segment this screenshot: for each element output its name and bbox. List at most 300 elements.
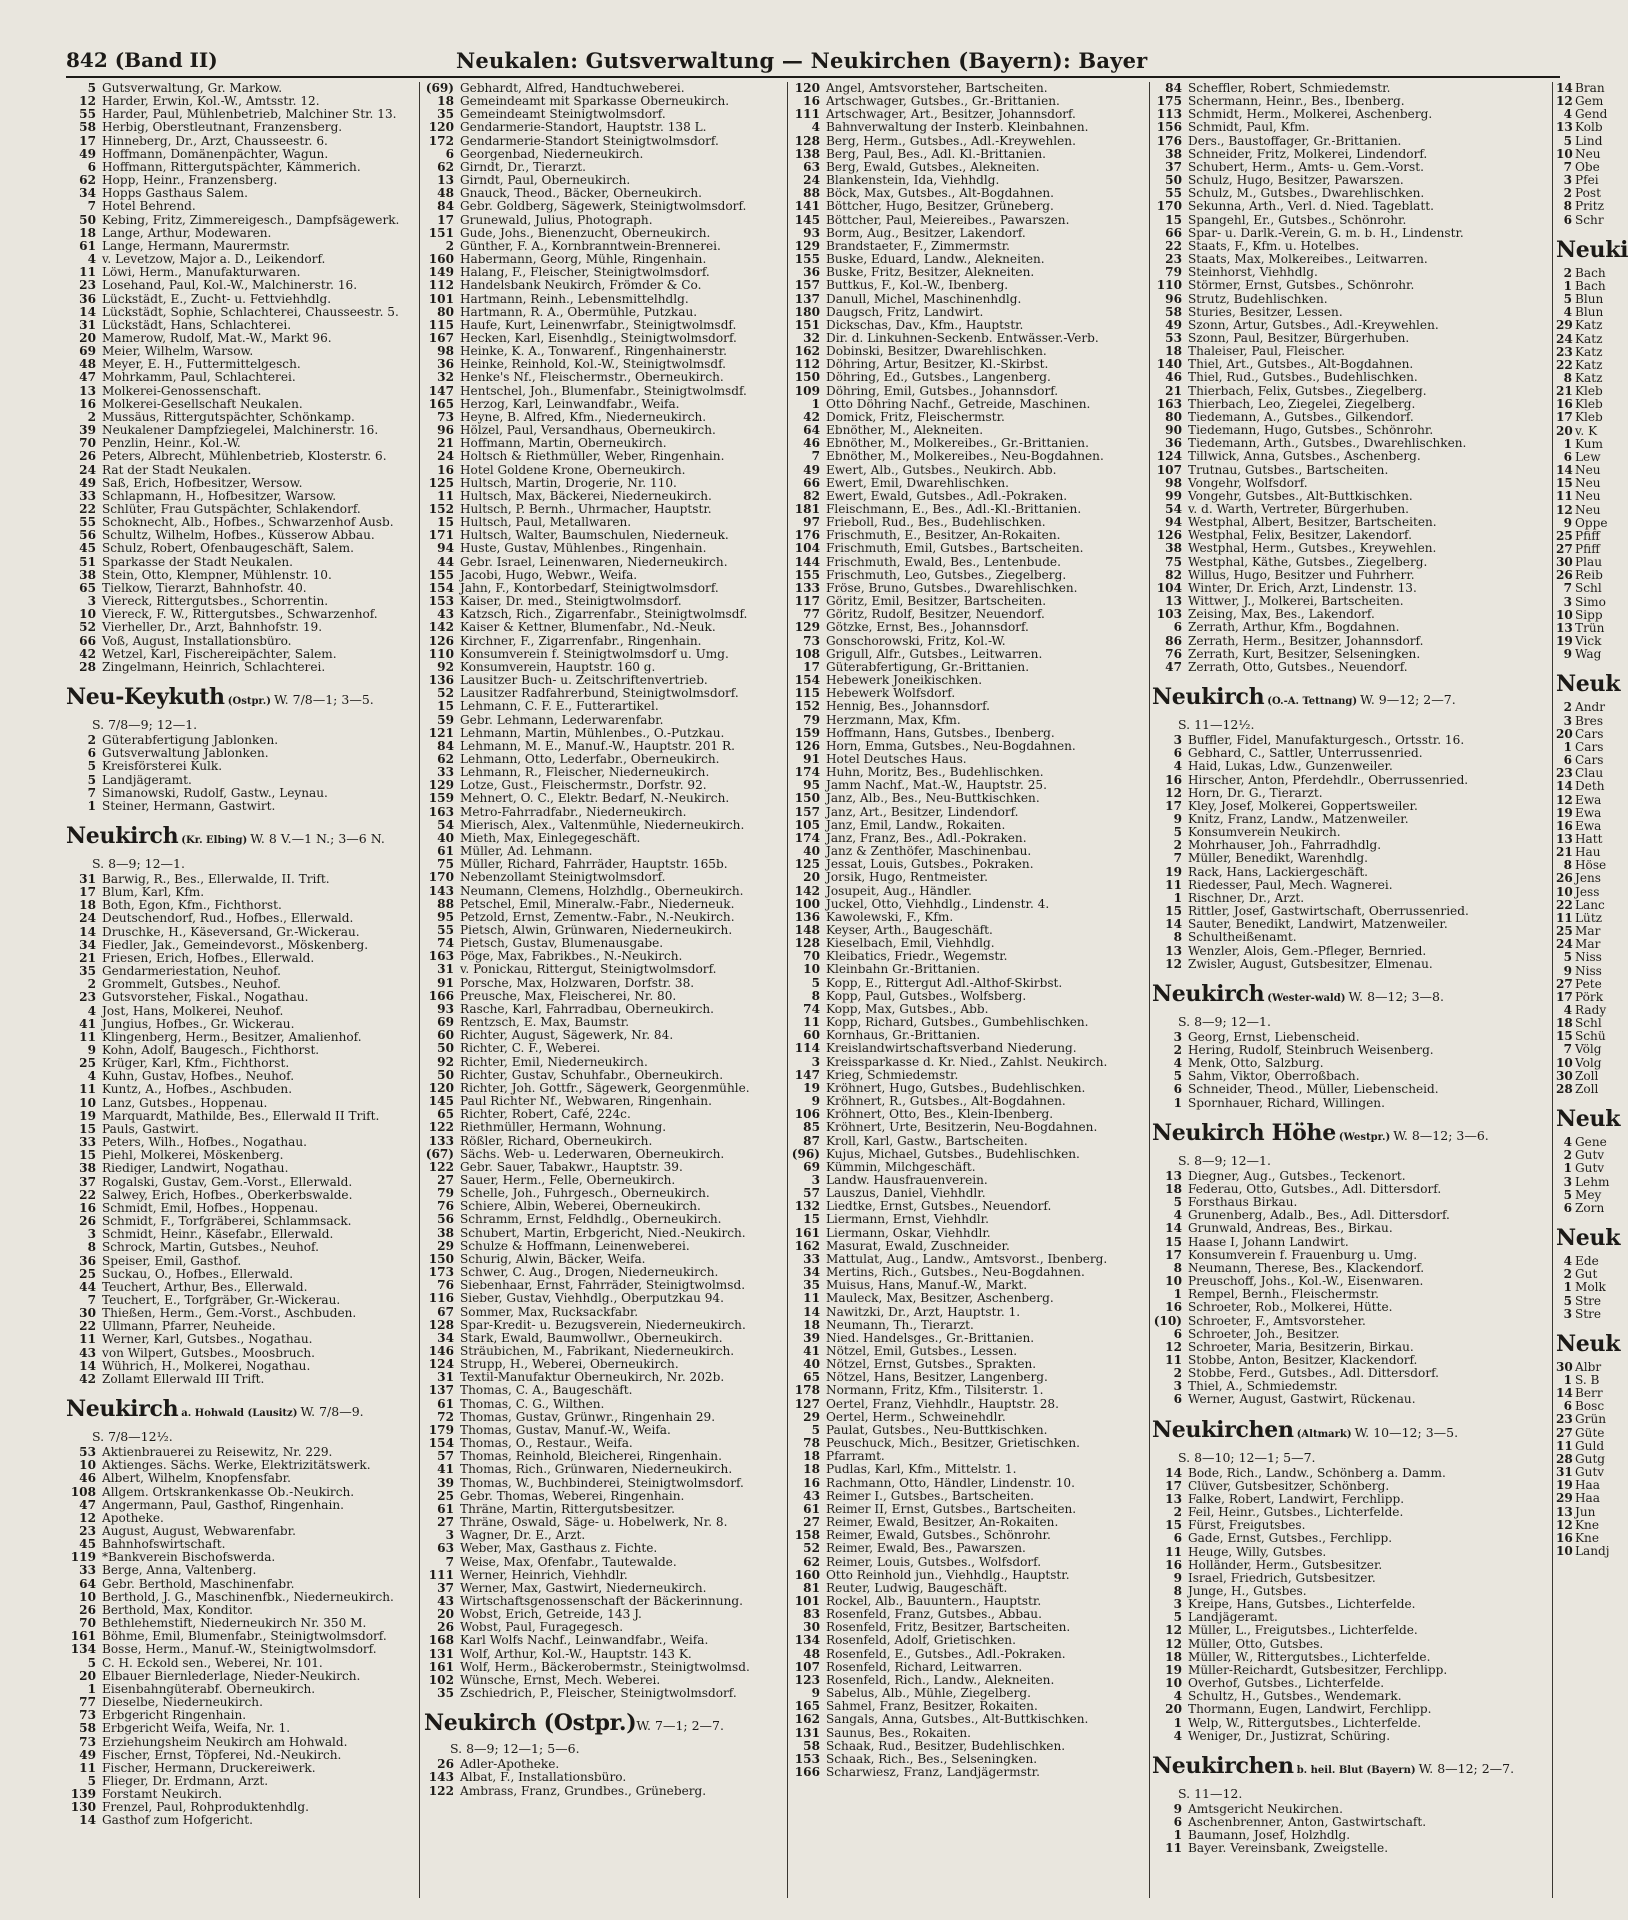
- phone-number: 25: [1556, 528, 1573, 543]
- subscriber-entry: Molkerei-Gesellschaft Neukalen.: [102, 396, 303, 411]
- phone-number: 16: [1556, 397, 1573, 412]
- phone-number: 39: [79, 423, 96, 438]
- phone-number: (10): [1153, 1313, 1182, 1328]
- subscriber-entry: Frischmuth, E., Besitzer, An-Rokaiten.: [826, 528, 1061, 543]
- subscriber-entry: Grunewald, Julius, Photograph.: [460, 212, 653, 227]
- list-item: [790, 1463, 1148, 1476]
- list-item: [790, 1569, 1148, 1582]
- phone-number: 10: [1556, 146, 1573, 161]
- phone-number: 155: [794, 567, 820, 582]
- subscriber-entry: Feil, Heinr., Gutsbes., Lichterfelde.: [1188, 1505, 1404, 1520]
- list-item: [424, 477, 786, 490]
- place-heading: [1152, 684, 1550, 714]
- subscriber-entry: Tiedemann, A., Gutsbes., Gilkendorf.: [1188, 409, 1414, 424]
- place-heading: [1556, 236, 1628, 263]
- subscriber-entry: Blun: [1575, 292, 1604, 307]
- phone-number: 2: [87, 977, 96, 992]
- phone-number: 13: [1556, 831, 1573, 846]
- phone-number: 141: [794, 199, 820, 214]
- list-item: [66, 1189, 416, 1202]
- phone-number: 16: [1165, 1300, 1182, 1315]
- list-item: [66, 1241, 416, 1254]
- list-item: [1152, 852, 1550, 865]
- phone-number: 24: [79, 462, 96, 477]
- list-item: [1556, 199, 1605, 214]
- phone-number: 111: [794, 107, 820, 122]
- subscriber-entry: Gutv: [1575, 1161, 1605, 1176]
- subscriber-entry: Lanz, Gutsbes., Hoppenau.: [102, 1095, 268, 1110]
- list-item: [1152, 464, 1550, 477]
- subscriber-entry: Kne: [1575, 1517, 1599, 1532]
- phone-number: 53: [79, 1445, 96, 1460]
- subscriber-entry: Pietsch, Alwin, Grünwaren, Niederneukirch.: [460, 923, 733, 937]
- list-item: [1556, 713, 1604, 728]
- office-hours-weekday: W. 10—12; 3—5.: [1354, 1424, 1459, 1440]
- place-heading: [1152, 1417, 1550, 1447]
- subscriber-entry: Huhn, Moritz, Bes., Budehlischken.: [826, 765, 1044, 780]
- phone-number: 84: [437, 738, 454, 753]
- subscriber-entry: Scharwiesz, Franz, Landjägermstr.: [826, 1765, 1040, 1779]
- place-name: Neukirch: [66, 822, 179, 849]
- subscriber-entry: Strutz, Budehlischken.: [1188, 291, 1328, 306]
- subscriber-entry: Jahn, F., Kontorbedarf, Steinigtwolmsdorf.: [460, 580, 719, 595]
- subscriber-entry: Schmidt, Emil, Hofbes., Hoppenau.: [102, 1200, 319, 1215]
- phone-number: 27: [1556, 542, 1573, 556]
- subscriber-entry: Katz: [1575, 344, 1603, 359]
- subscriber-entry: Kaiser & Kettner, Blumenfabr., Nd.-Neuk.: [460, 620, 716, 635]
- phone-number: 33: [79, 1563, 96, 1578]
- subscriber-entry: Müller-Reichardt, Gutsbesitzer, Ferchlipp.: [1188, 1662, 1448, 1677]
- phone-number: 26: [79, 1214, 96, 1229]
- subscriber-entry: Thomas, C. G., Wilthen.: [460, 1396, 605, 1411]
- subscriber-entry: Neumann, Th., Tierarzt.: [826, 1317, 974, 1332]
- column-2: [424, 82, 786, 1898]
- subscriber-entry: Schubert, Martin, Erbgericht, Nied.-Neukirch.: [460, 1225, 746, 1240]
- subscriber-entry: Strupp, H., Weberei, Oberneukirch.: [460, 1357, 679, 1372]
- list-item: [1556, 1280, 1606, 1295]
- phone-number: 134: [70, 1642, 96, 1657]
- phone-number: 35: [437, 1686, 454, 1701]
- phone-number: 31: [79, 317, 96, 332]
- subscriber-entry: Obe: [1575, 159, 1600, 174]
- phone-number: 79: [803, 712, 820, 727]
- subscriber-entry: Wagner, Dr. E., Arzt.: [460, 1528, 586, 1543]
- phone-number: 11: [1165, 1544, 1182, 1559]
- phone-number: 20: [1556, 423, 1573, 438]
- phone-number: 55: [79, 515, 96, 530]
- subscriber-entry: Schermann, Heinr., Bes., Ibenberg.: [1188, 94, 1405, 109]
- phone-number: 110: [1156, 278, 1182, 293]
- list-item: [1152, 1222, 1550, 1235]
- phone-number: 4: [811, 120, 820, 135]
- list-item: [790, 1398, 1148, 1411]
- subscriber-entry: Kleibatics, Friedr., Wegemstr.: [826, 949, 1008, 964]
- list-item: [424, 135, 786, 148]
- list-item: [1152, 569, 1550, 582]
- subscriber-entry: Kebing, Fritz, Zimmereigesch., Dampfsägewerk.: [102, 212, 400, 227]
- phone-number: 91: [437, 975, 454, 990]
- place-name: Neuk: [1556, 1225, 1621, 1252]
- subscriber-entry: Piehl, Molkerei, Möskenberg.: [102, 1148, 284, 1163]
- subscriber-entry: Horn, Emma, Gutsbes., Neu-Bogdahnen.: [826, 738, 1076, 753]
- phone-number: 16: [1165, 1557, 1182, 1572]
- subscriber-entry: Hirscher, Anton, Pferdehdlr., Oberrussenried.: [1188, 772, 1469, 787]
- list-item: [790, 398, 1148, 411]
- phone-number: 22: [79, 1319, 96, 1334]
- phone-number: 1: [1563, 1280, 1572, 1295]
- phone-number: 128: [794, 133, 820, 148]
- subscriber-entry: Völg: [1575, 1042, 1602, 1057]
- phone-number: 72: [437, 1409, 454, 1424]
- phone-number: 11: [79, 1082, 96, 1097]
- subscriber-entry: Gutsverwaltung Jablonken.: [102, 746, 269, 761]
- list-item: [66, 477, 416, 490]
- phone-number: 1: [1563, 739, 1572, 754]
- phone-number: 12: [79, 94, 96, 109]
- phone-number: 25: [79, 1266, 96, 1281]
- subscriber-entry: Fiedler, Jak., Gemeindevorst., Möskenberg.: [102, 937, 369, 952]
- subscriber-entry: Kornhaus, Gr.-Brittanien.: [826, 1028, 981, 1043]
- subscriber-entry: Neu: [1575, 502, 1601, 517]
- list-item: [790, 714, 1148, 727]
- list-item: [424, 740, 786, 753]
- subscriber-entry: Meyer, E. H., Futtermittelgesch.: [102, 357, 301, 372]
- list-item: [1152, 800, 1550, 813]
- phone-number: 55: [79, 107, 96, 122]
- subscriber-entry: Reimer, Ewald, Bes., Pawarszen.: [826, 1541, 1026, 1556]
- phone-number: 176: [1156, 133, 1182, 148]
- subscriber-entry: Schü: [1575, 1029, 1606, 1044]
- subscriber-entry: Weber, Max, Gasthaus z. Fichte.: [460, 1541, 658, 1556]
- phone-number: 153: [794, 1751, 820, 1766]
- list-item: [66, 1097, 416, 1110]
- subscriber-entry: Nötzel, Ernst, Gutsbes., Sprakten.: [826, 1357, 1037, 1372]
- phone-number: 27: [1556, 976, 1573, 991]
- subscriber-entry: Ewert, Emil, Dwarehlischken.: [826, 475, 1009, 490]
- list-item: [1556, 1189, 1600, 1202]
- phone-number: 20: [1556, 726, 1573, 741]
- subscriber-entry: Meier, Wilhelm, Warsow.: [102, 344, 254, 359]
- subscriber-entry: Höse: [1575, 858, 1607, 873]
- subscriber-entry: Gendarmerie-Standort, Hauptstr. 138 L.: [460, 120, 707, 135]
- subscriber-entry: Reib: [1575, 568, 1603, 583]
- subscriber-entry: Tielkow, Tierarzt, Bahnhofstr. 40.: [102, 580, 307, 595]
- list-item: [424, 1213, 786, 1226]
- subscriber-entry: Hultsch, Paul, Metallwaren.: [460, 515, 632, 530]
- subscriber-entry: Rosenfeld, E., Gutsbes., Adl.-Pokraken.: [826, 1646, 1066, 1661]
- subscriber-entry: Handelsbank Neukirch, Frömder & Co.: [460, 278, 702, 293]
- subscriber-entry: Paul Richter Nf., Webwaren, Ringenhain.: [460, 1094, 712, 1109]
- list-item: [790, 977, 1148, 990]
- subscriber-entry: Jens: [1575, 871, 1602, 886]
- phone-number: 24: [1556, 331, 1573, 346]
- subscriber-entry: Wetzel, Karl, Fischereipächter, Salem.: [102, 646, 337, 661]
- phone-number: 66: [79, 633, 96, 648]
- phone-number: 3: [1563, 1174, 1572, 1189]
- subscriber-entry: Erziehungsheim Neukirch am Hohwald.: [102, 1734, 348, 1749]
- subscriber-entry: Stre: [1575, 1306, 1602, 1321]
- phone-number: 60: [437, 1028, 454, 1043]
- subscriber-entry: Hotel Deutsches Haus.: [826, 751, 967, 766]
- subscriber-entry: Saß, Erich, Hofbesitzer, Wersow.: [102, 475, 303, 490]
- subscriber-entry: Landjägeramt.: [102, 772, 192, 787]
- subscriber-entry: Bosse, Herm., Manuf.-W., Steinigtwolmsdorf.: [102, 1642, 377, 1657]
- subscriber-entry: Thormann, Eugen, Landwirt, Ferchlipp.: [1188, 1702, 1432, 1717]
- subscriber-entry: Hultsch, Walter, Baumschulen, Niederneuk.: [460, 528, 729, 543]
- phone-number: 95: [437, 909, 454, 924]
- phone-number: 11: [79, 1332, 96, 1347]
- phone-number: 56: [79, 528, 96, 543]
- phone-number: 3: [1173, 1597, 1182, 1612]
- phone-number: 2: [1173, 1505, 1182, 1520]
- phone-number: 64: [803, 423, 820, 438]
- subscriber-entry: Stre: [1575, 1293, 1602, 1308]
- subscriber-entry: Hatt: [1575, 831, 1603, 846]
- subscriber-entry: Pfiff: [1575, 542, 1600, 556]
- list-item: [66, 1373, 416, 1386]
- subscriber-entry: Schneider, Fritz, Molkerei, Lindendorf.: [1188, 146, 1428, 161]
- phone-number: 11: [1556, 910, 1573, 925]
- subscriber-entry: Junge, H., Gutsbes.: [1188, 1584, 1307, 1598]
- phone-number: 4: [1563, 305, 1572, 320]
- subscriber-entry: Mohrhauser, Joh., Fahrradhdlg.: [1188, 838, 1382, 853]
- subscriber-entry: Rosenfeld, Richard, Leitwarren.: [826, 1659, 1023, 1674]
- phone-number: 129: [794, 620, 820, 635]
- subscriber-entry: Rockel, Alb., Bauuntern., Hauptstr.: [826, 1593, 1042, 1608]
- phone-number: 19: [1165, 1662, 1182, 1677]
- list-item: [424, 621, 786, 634]
- phone-number: 8: [1563, 858, 1572, 873]
- subscriber-entry: Schwer, C. Aug., Drogen, Niederneukirch.: [460, 1265, 719, 1280]
- phone-number: 129: [428, 778, 454, 793]
- phone-number: 116: [428, 1291, 454, 1306]
- subscriber-entry: Kopp, Paul, Gutsbes., Wolfsberg.: [826, 988, 1027, 1003]
- subscriber-entry: Aktienges. Sächs. Werke, Elektrizitätswerk.: [102, 1458, 371, 1473]
- subscriber-entry: Schlüter, Frau Gutspächter, Schlakendorf.: [102, 502, 361, 516]
- list-item: [66, 1281, 416, 1294]
- list-item: [424, 792, 786, 805]
- subscriber-entry: Kne: [1575, 1530, 1599, 1545]
- list-item: [424, 1292, 786, 1305]
- phone-number: 16: [437, 462, 454, 477]
- phone-number: 12: [1165, 1623, 1182, 1638]
- phone-number: 166: [428, 988, 454, 1003]
- place-region: (Westpr.): [1338, 1131, 1391, 1143]
- subscriber-entry: Jess: [1575, 884, 1600, 899]
- phone-number: 16: [803, 94, 820, 109]
- list-item: [790, 819, 1148, 832]
- list-item: [1152, 279, 1550, 292]
- phone-number: 19: [79, 1108, 96, 1123]
- phone-number: 50: [437, 1041, 454, 1056]
- phone-number: 114: [794, 1041, 820, 1056]
- subscriber-entry: Jost, Hans, Molkerei, Neuhof.: [102, 1003, 284, 1018]
- subscriber-entry: Thomas, Gustav, Manuf.-W., Weifa.: [460, 1422, 671, 1437]
- place-name: Neukirch (Ostpr.): [424, 1710, 637, 1737]
- list-item: [424, 1240, 786, 1253]
- phone-number: 75: [437, 857, 454, 872]
- phone-number: 15: [1165, 212, 1182, 227]
- phone-number: 16: [803, 1475, 820, 1490]
- phone-number: 19: [1165, 864, 1182, 879]
- phone-number: 11: [79, 265, 96, 280]
- phone-number: 26: [437, 1620, 454, 1635]
- subscriber-entry: Trutnau, Gutsbes., Bartscheiten.: [1188, 462, 1389, 477]
- list-item: [424, 1661, 786, 1674]
- subscriber-entry: Horn, Dr. G., Tierarzt.: [1188, 785, 1323, 800]
- list-item: [1556, 490, 1600, 503]
- list-item: [66, 787, 416, 800]
- phone-number: 19: [1556, 634, 1573, 649]
- list-item: [1556, 1425, 1605, 1440]
- list-item: [424, 148, 786, 161]
- list-item: [1556, 700, 1606, 715]
- list-item: [790, 1477, 1148, 1490]
- subscriber-entry: Haase I, Johann Landwirt.: [1188, 1234, 1349, 1249]
- subscriber-entry: Zerrath, Arthur, Kfm., Bogdahnen.: [1188, 620, 1400, 635]
- list-item: [66, 227, 416, 240]
- phone-number: 29: [1556, 318, 1573, 333]
- list-item: [790, 371, 1148, 384]
- phone-number: 12: [1165, 785, 1182, 800]
- phone-number: 9: [1563, 647, 1572, 662]
- subscriber-entry: Döhring, Ed., Gutsbes., Langenberg.: [826, 370, 1051, 385]
- subscriber-entry: Metro-Fahrradfabr., Niederneukirch.: [460, 804, 687, 819]
- list-item: [1556, 1412, 1607, 1427]
- phone-number: 36: [437, 357, 454, 372]
- list-item: [66, 1005, 416, 1018]
- list-item: [1556, 897, 1605, 912]
- list-item: [790, 569, 1148, 582]
- list-item: [1556, 582, 1600, 595]
- phone-number: 11: [803, 1015, 820, 1030]
- phone-number: 167: [428, 330, 454, 345]
- office-hours-sunday: S. 11—12½.: [1178, 717, 1255, 733]
- subscriber-entry: Gebr. Thomas, Weberei, Ringenhain.: [460, 1488, 685, 1503]
- list-item: [66, 1268, 416, 1281]
- phone-number: 19: [1556, 805, 1573, 820]
- phone-number: 14: [79, 1813, 96, 1828]
- phone-number: 107: [1156, 462, 1182, 477]
- subscriber-entry: Lehmann, R., Fleischer, Niederneukirch.: [460, 765, 710, 780]
- phone-number: 15: [1556, 1029, 1573, 1044]
- place-region: (Altmark): [1296, 1428, 1352, 1440]
- subscriber-entry: Pfei: [1575, 173, 1599, 188]
- list-item: [1556, 965, 1600, 978]
- subscriber-entry: Israel, Friedrich, Gutsbesitzer.: [1188, 1570, 1376, 1585]
- list-item: [1152, 121, 1550, 134]
- list-item: [424, 1161, 786, 1174]
- phone-number: 10: [79, 1095, 96, 1110]
- subscriber-entry: Simanowski, Rudolf, Gastw., Leynau.: [102, 785, 328, 800]
- list-item: [790, 648, 1148, 661]
- list-item: [66, 371, 416, 384]
- phone-number: 54: [1165, 502, 1182, 516]
- phone-number: 65: [79, 580, 96, 595]
- phone-number: 10: [803, 962, 820, 977]
- phone-number: 4: [1173, 759, 1182, 774]
- list-item: [424, 1477, 786, 1490]
- subscriber-entry: Szonn, Paul, Besitzer, Bürgerhuben.: [1188, 330, 1410, 345]
- phone-number: 55: [1165, 186, 1182, 201]
- phone-number: 47: [1165, 659, 1182, 674]
- subscriber-entry: Mar: [1575, 924, 1601, 939]
- subscriber-entry: Haid, Lukas, Ldw., Gunzenweiler.: [1188, 759, 1393, 774]
- list-item: [66, 1722, 416, 1735]
- subscriber-entry: Schultz, Wilhelm, Hofbes., Küsserow Abbau.: [102, 528, 375, 543]
- list-item: [790, 135, 1148, 148]
- phone-number: 37: [1165, 159, 1182, 174]
- phone-number: 3: [445, 1528, 454, 1543]
- office-hours-sunday: S. 8—9; 12—1; 5—6.: [450, 1741, 580, 1757]
- subscriber-entry: Adler-Apotheke.: [460, 1757, 560, 1772]
- list-item: [424, 885, 786, 898]
- subscriber-entry: Kuhn, Gustav, Hofbes., Neuhof.: [102, 1069, 295, 1084]
- subscriber-entry: Falke, Robert, Landwirt, Ferchlipp.: [1188, 1491, 1405, 1506]
- list-item: [790, 1240, 1148, 1253]
- subscriber-entry: Kleinbahn Gr.-Brittanien.: [826, 962, 981, 977]
- phone-number: 58: [803, 1738, 820, 1753]
- subscriber-entry: Both, Egon, Kfm., Fichthorst.: [102, 898, 282, 913]
- list-item: [1152, 1170, 1550, 1183]
- phone-number: 6: [1173, 1326, 1182, 1341]
- subscriber-entry: Losehand, Paul, Kol.-W., Malchinerstr. 16.: [102, 278, 358, 293]
- phone-number: 39: [437, 1475, 454, 1490]
- subscriber-entry: Spornhauer, Richard, Willingen.: [1188, 1095, 1385, 1110]
- list-item: [66, 385, 416, 398]
- subscriber-entry: Mar: [1575, 937, 1601, 952]
- subscriber-entry: Molkerei-Genossenschaft.: [102, 383, 262, 398]
- subscriber-entry: Wirtschaftsgenossenschaft der Bäckerinnung.: [460, 1593, 744, 1608]
- phone-number: 119: [70, 1550, 96, 1565]
- phone-number: 42: [803, 409, 820, 424]
- subscriber-entry: Bach: [1575, 265, 1606, 280]
- phone-number: 124: [428, 1357, 454, 1372]
- subscriber-entry: Preusche, Max, Fleischerei, Nr. 80.: [460, 988, 677, 1003]
- subscriber-entry: Sahm, Viktor, Oberroßbach.: [1188, 1069, 1360, 1084]
- subscriber-entry: Zschiedrich, P., Fleischer, Steinigtwolmsdorf.: [460, 1686, 737, 1701]
- subscriber-entry: Bres: [1575, 713, 1604, 728]
- list-item: [1556, 648, 1600, 661]
- subscriber-entry: Zoll: [1575, 1081, 1599, 1096]
- subscriber-entry: Janz, Art., Besitzer, Lindendorf.: [826, 804, 1019, 819]
- phone-number: 181: [794, 502, 820, 516]
- list-item: [424, 569, 786, 582]
- phone-number: 61: [437, 1501, 454, 1516]
- subscriber-entry: Reimer I., Gutsbes., Bartscheiten.: [826, 1488, 1035, 1503]
- phone-number: 2: [445, 238, 454, 253]
- phone-number: 2: [1563, 265, 1572, 280]
- phone-number: 5: [1563, 1187, 1572, 1202]
- phone-number: 145: [794, 212, 820, 227]
- subscriber-entry: Sauer, Herm., Felle, Oberneukirch.: [460, 1172, 676, 1187]
- phone-number: 73: [803, 633, 820, 648]
- list-item: [790, 1213, 1148, 1226]
- subscriber-entry: Tiedemann, Hugo, Gutsbes., Schönrohr.: [1188, 423, 1434, 438]
- subscriber-entry: Lind: [1575, 133, 1603, 148]
- subscriber-entry: Brandstaeter, F., Zimmermstr.: [826, 238, 1011, 253]
- phone-number: 92: [437, 659, 454, 674]
- list-item: [66, 556, 416, 569]
- subscriber-entry: Porsche, Max, Holzwaren, Dorfstr. 38.: [460, 975, 695, 990]
- office-hours-weekday: W. 9—12; 2—7.: [1360, 692, 1456, 708]
- phone-number: 45: [79, 541, 96, 556]
- phone-number: 7: [811, 449, 820, 464]
- list-item: [424, 648, 786, 661]
- phone-number: 77: [803, 607, 820, 622]
- phone-number: 120: [428, 1080, 454, 1095]
- phone-number: 11: [437, 488, 454, 503]
